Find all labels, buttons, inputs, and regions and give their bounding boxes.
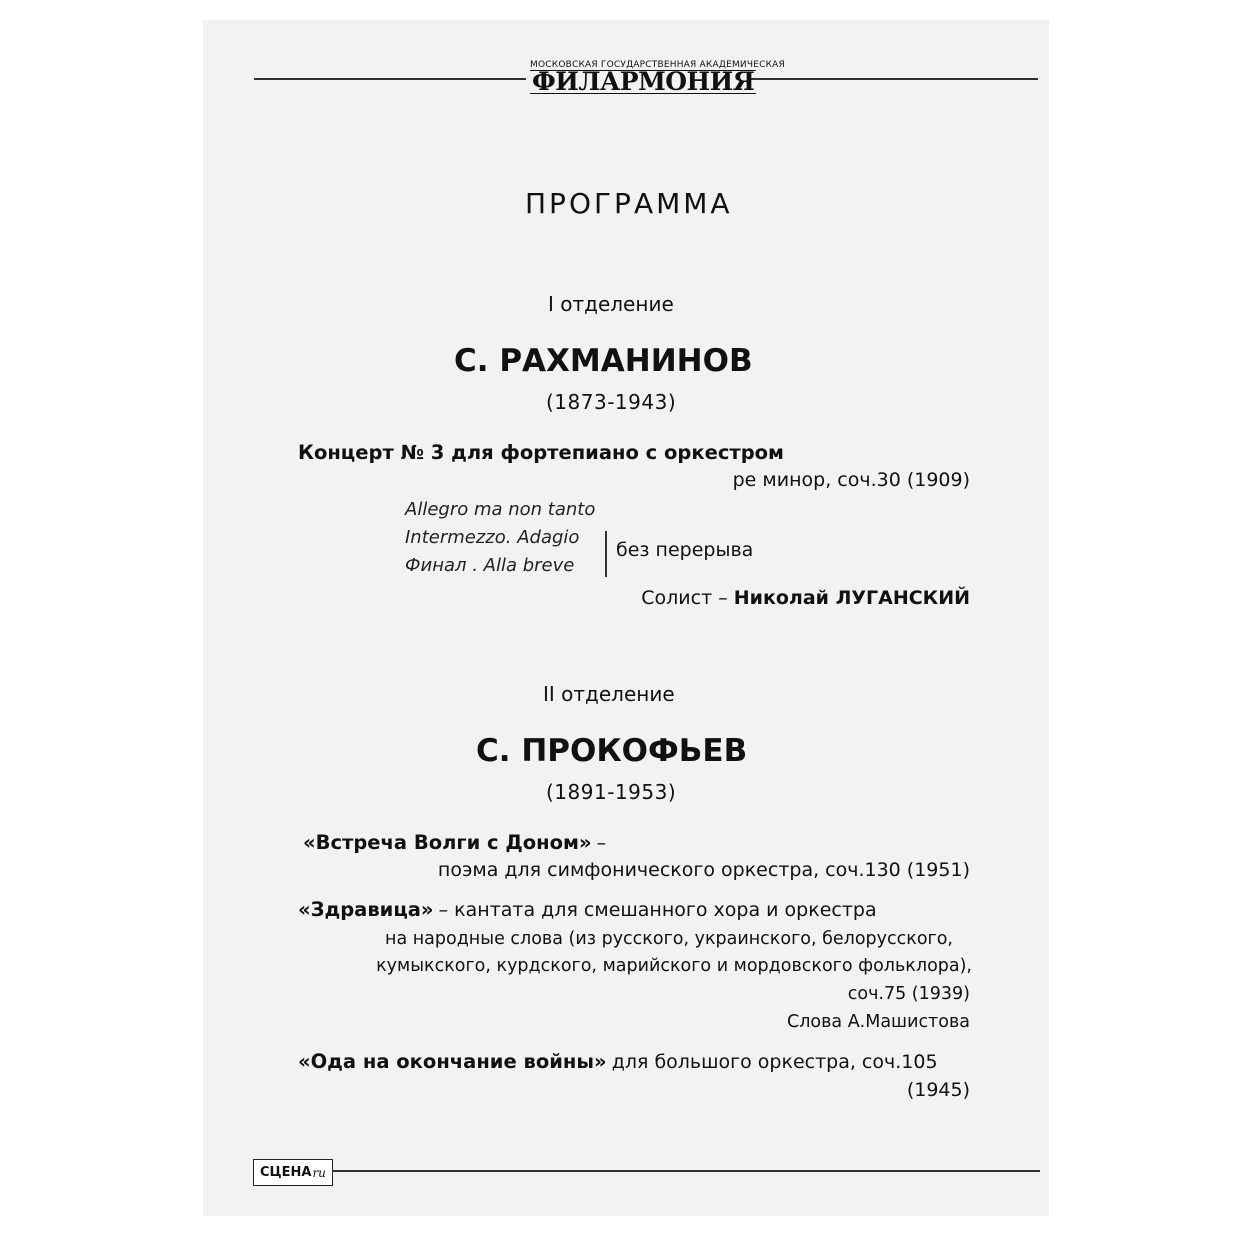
soloist-line bbox=[641, 587, 970, 609]
philharmonia-logo: ФИЛАРМОНИЯ bbox=[532, 67, 755, 96]
attacca-note: без перерыва bbox=[616, 539, 754, 561]
work1-description: поэма для симфонического оркестра, соч.130 (1951) bbox=[437, 859, 970, 881]
scena-stamp bbox=[253, 1159, 333, 1186]
movement-1: Allegro ma non tanto bbox=[405, 499, 596, 520]
movements-brace bbox=[605, 531, 607, 577]
part1-work-key: ре минор, соч.30 (1909) bbox=[732, 469, 970, 491]
work2-title: «Здравица» bbox=[298, 898, 434, 921]
part2-composer: С. ПРОКОФЬЕВ bbox=[476, 733, 748, 769]
work2-heading bbox=[298, 898, 877, 921]
part1-years: (1873-1943) bbox=[546, 390, 677, 414]
work3-title: «Ода на окончание войны» bbox=[298, 1050, 607, 1073]
work2-line2: на народные слова (из русского, украинского, белорусского, bbox=[385, 929, 953, 949]
work3-year: (1945) bbox=[906, 1079, 970, 1101]
work2-line4: соч.75 (1939) bbox=[847, 984, 970, 1004]
work3-heading bbox=[298, 1050, 938, 1073]
soloist-name: Николай ЛУГАНСКИЙ bbox=[733, 587, 970, 609]
work1-heading bbox=[303, 831, 606, 854]
work2-words: Слова А.Машистова bbox=[786, 1012, 970, 1032]
part1-label: I отделение bbox=[548, 292, 674, 316]
footer-rule bbox=[332, 1170, 1040, 1172]
part1-composer: С. РАХМАНИНОВ bbox=[454, 343, 753, 379]
header-rule-left bbox=[254, 78, 526, 80]
work1-dash: – bbox=[596, 832, 607, 854]
work1-title: «Встреча Волги с Доном» bbox=[303, 831, 592, 854]
part1-work-title: Концерт № 3 для фортепиано с оркестром bbox=[298, 441, 784, 464]
philharmonia-logo-subtitle: МОСКОВСКАЯ ГОСУДАРСТВЕННАЯ АКАДЕМИЧЕСКАЯ bbox=[530, 60, 785, 70]
program-title: ПРОГРАММА bbox=[525, 187, 733, 220]
soloist-label: Солист – bbox=[641, 587, 728, 609]
stamp-text: СЦЕНА bbox=[260, 1165, 312, 1180]
stamp-signature: ru bbox=[312, 1165, 326, 1180]
work2-description: – кантата для смешанного хора и оркестра bbox=[438, 899, 877, 921]
work3-description: для большого оркестра, соч.105 bbox=[611, 1051, 938, 1073]
movement-3: Финал . Alla breve bbox=[405, 555, 575, 576]
work2-line3: кумыкского, курдского, марийского и мордовского фольклора), bbox=[376, 956, 972, 976]
part2-years: (1891-1953) bbox=[546, 780, 677, 804]
header-rule-right bbox=[748, 78, 1038, 80]
movement-2: Intermezzo. Adagio bbox=[405, 527, 580, 548]
part2-label: II отделение bbox=[543, 682, 675, 706]
